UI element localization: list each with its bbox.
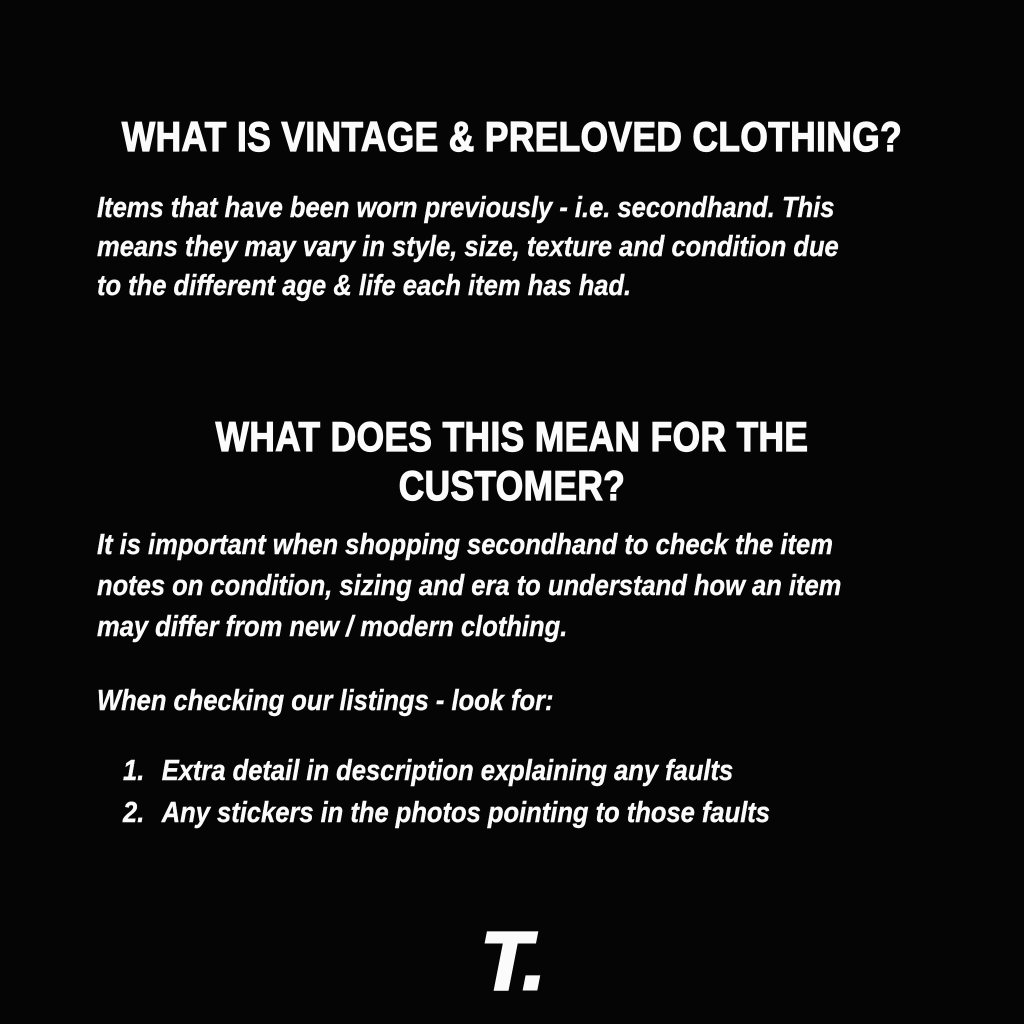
intro-line: means they may vary in style, size, texture and condition due	[97, 231, 839, 263]
fault-checklist	[123, 750, 770, 834]
intro-line: to the different age & life each item has had.	[97, 270, 632, 302]
page-title: WHAT IS VINTAGE & PRELOVED CLOTHING?	[121, 113, 903, 161]
list-item	[123, 792, 770, 834]
customer-line: notes on condition, sizing and era to understand how an item	[97, 570, 842, 602]
customer-line: It is important when shopping secondhand to check the item	[97, 529, 833, 561]
list-item	[123, 750, 770, 792]
subheading-line: WHAT DOES THIS MEAN FOR THE	[215, 412, 809, 460]
subheading-line: CUSTOMER?	[398, 461, 626, 509]
customer-line: may differ from new / modern clothing.	[97, 611, 568, 643]
list-item-number: 2.	[123, 797, 145, 829]
list-item-number: 1.	[123, 755, 145, 787]
intro-paragraph	[97, 189, 839, 306]
list-item-text: Extra detail in description explaining any faults	[161, 755, 734, 787]
list-item-text: Any stickers in the photos pointing to those faults	[161, 797, 770, 829]
customer-subheading	[82, 412, 942, 510]
listings-note: When checking our listings - look for:	[97, 685, 554, 717]
customer-paragraph	[97, 525, 841, 648]
intro-line: Items that have been worn previously - i.e. secondhand. This	[97, 192, 835, 224]
brand-logo: T.	[480, 916, 544, 1007]
